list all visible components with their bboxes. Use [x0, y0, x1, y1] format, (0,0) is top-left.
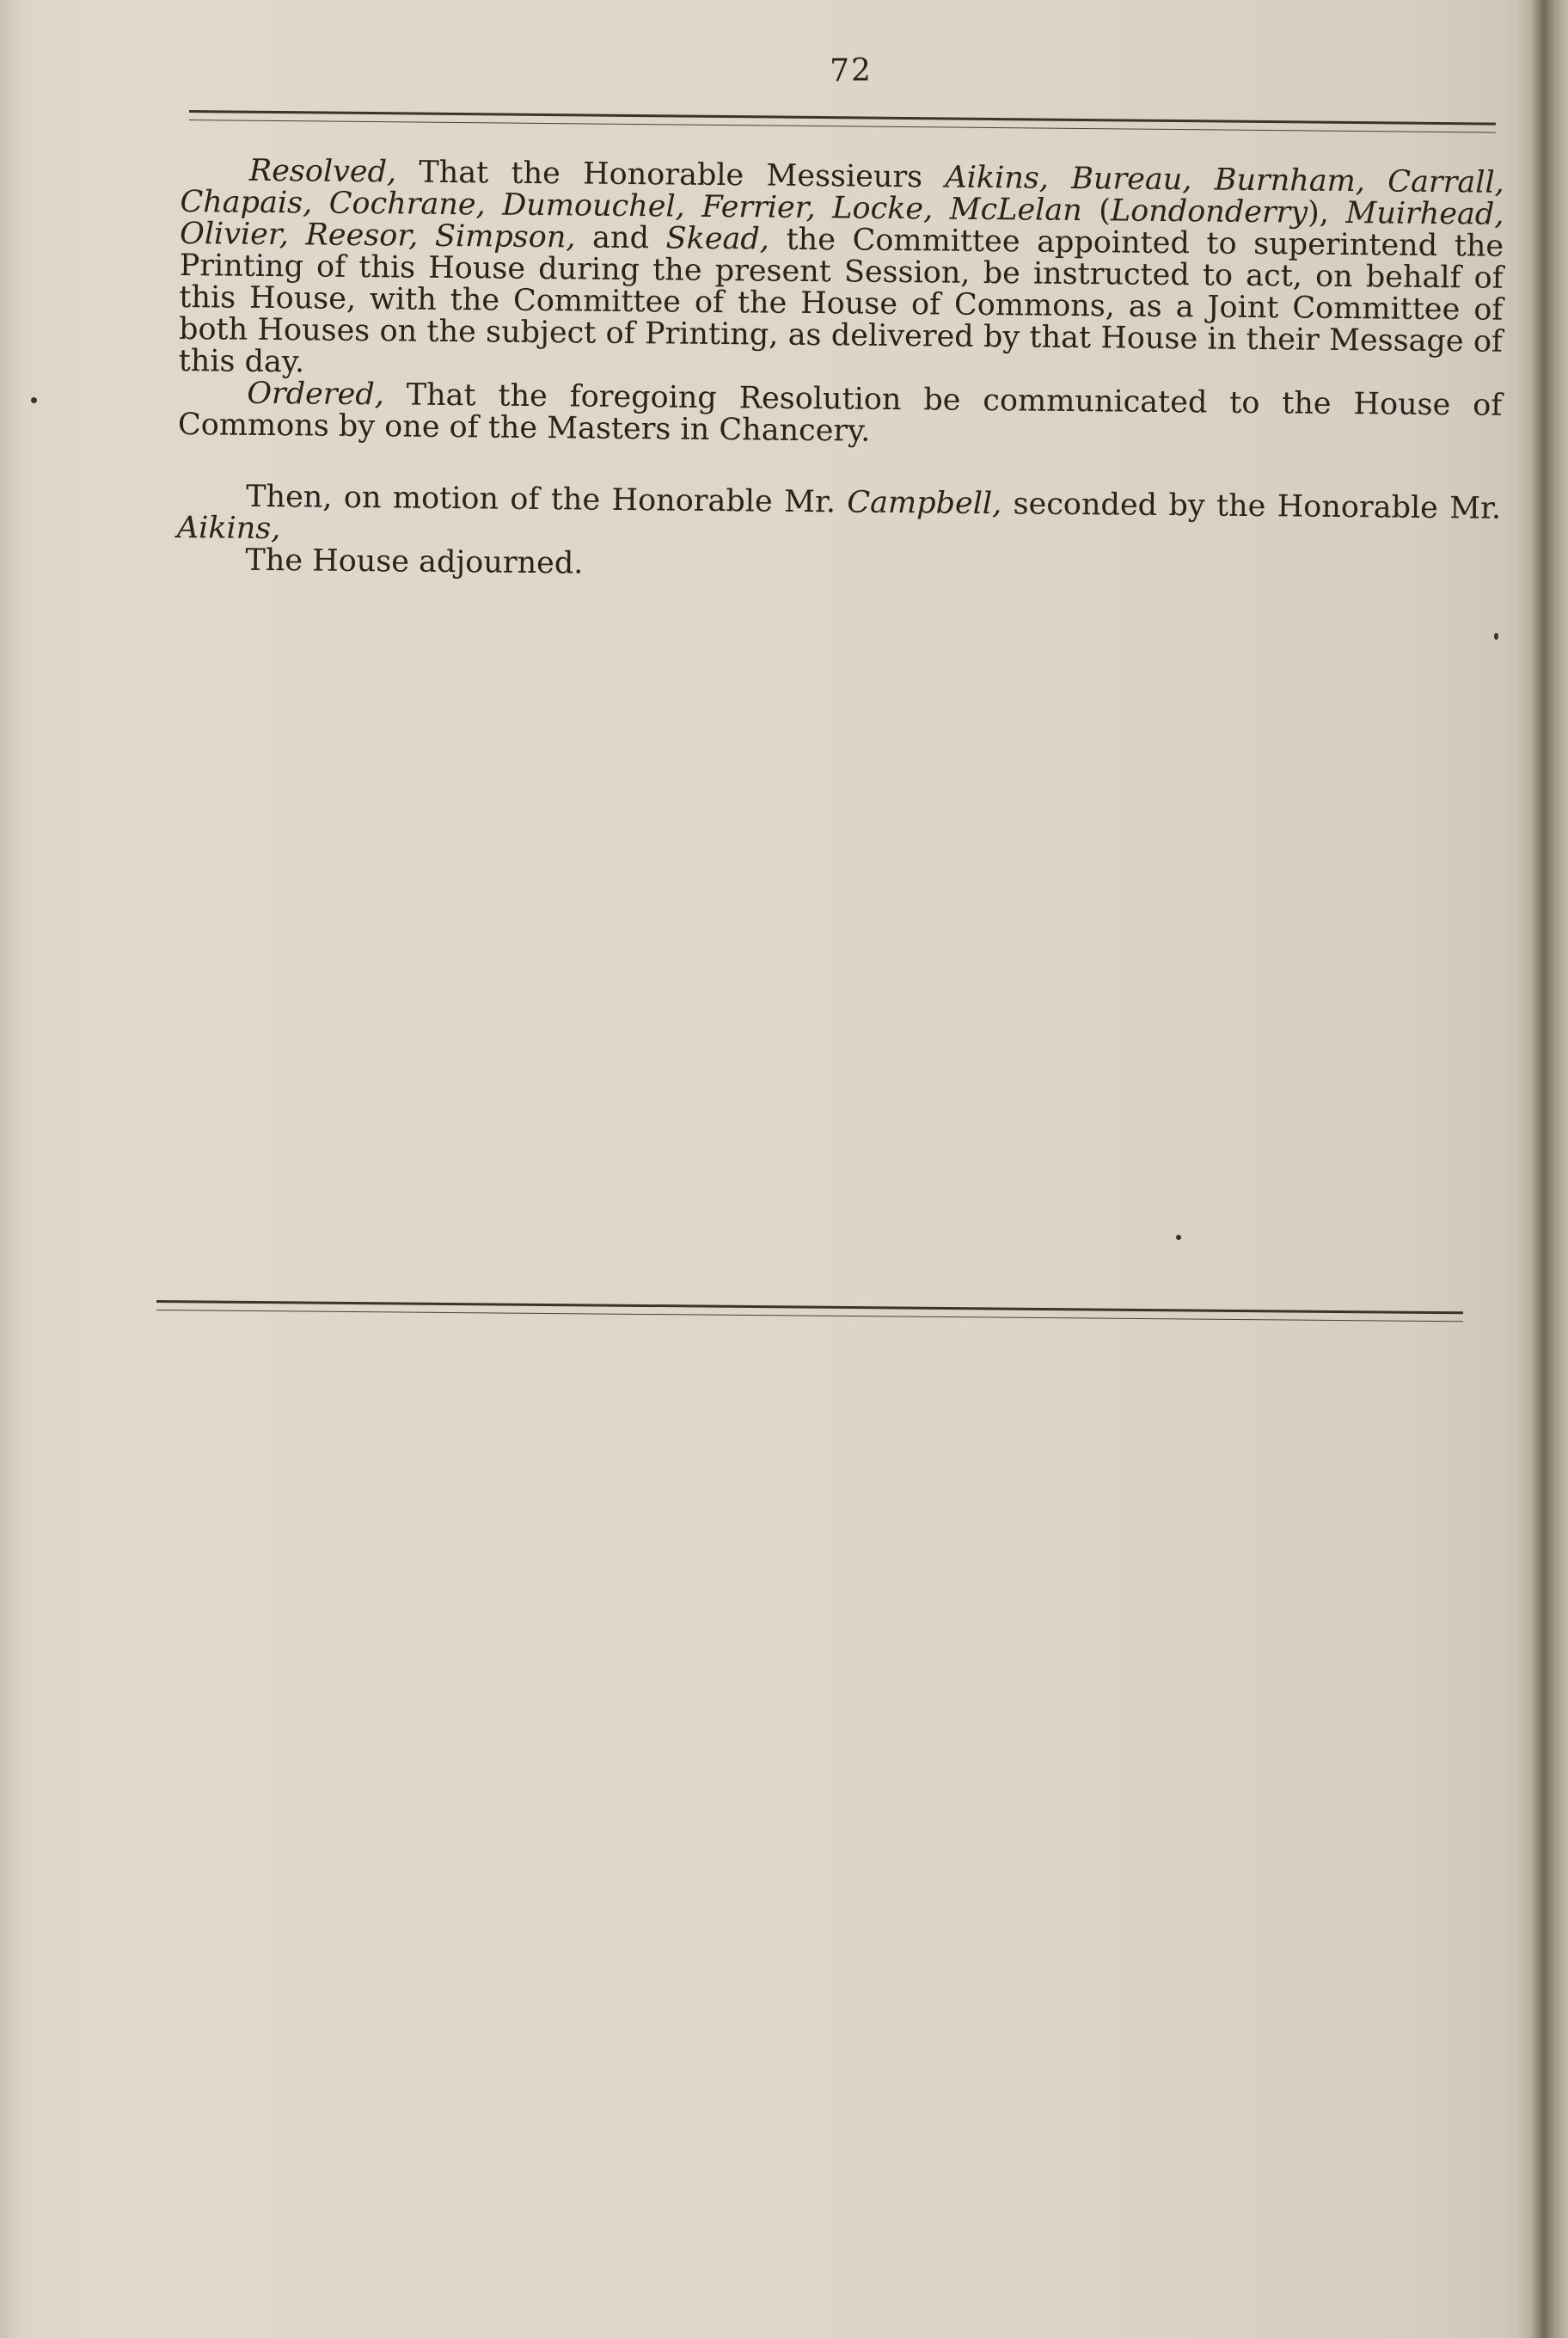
adjournment-line: The House adjourned.: [245, 543, 584, 581]
paper-speck: [1176, 1235, 1181, 1240]
page-number: 72: [830, 53, 873, 89]
bottom-rule: [156, 1300, 1463, 1322]
paper-speck: [1494, 633, 1498, 640]
member-names: Aikins, Bureau, Burnham, Carrall, Chapais, Cochrane, Dumouchel, Ferrier, Locke, McLelan: [180, 160, 1504, 229]
journal-text: [176, 155, 1504, 589]
order-paragraph: Ordered, That the foregoing Resolution be communicated to the House of Commons by one of the Masters in Chancery.: [177, 376, 1503, 449]
paper-speck: [31, 397, 37, 403]
resolution-paragraph: Resolved, That the Honorable Messieurs Aikins, Bureau, Burnham, Carrall, Chapais, Cochrane, Dumouchel, Ferrier, Locke, McLelan (Londonderry), Muirhead, Olivier, Reesor, Simpson, and Skead, the Committee appointed to superintend the Printing of this House during the present Session, be instructed to act, on behalf of this House, with the Committee of the House of Commons, as a Joint Committee of both Houses on the subject of Printing, as delivered by that House in their Message of this day.: [178, 153, 1504, 380]
top-rule: [189, 110, 1496, 133]
resolved-label: Resolved,: [248, 153, 397, 190]
mover-name: Campbell,: [847, 485, 1002, 522]
page-left-edge: [0, 0, 22, 2338]
seconder-name: Aikins,: [176, 510, 281, 547]
book-spine: [1515, 0, 1568, 2338]
ordered-label: Ordered,: [247, 376, 385, 413]
motion-paragraph: Then, on motion of the Honorable Mr. Campbell, seconded by the Honorable Mr. Aikins,: [176, 479, 1502, 547]
